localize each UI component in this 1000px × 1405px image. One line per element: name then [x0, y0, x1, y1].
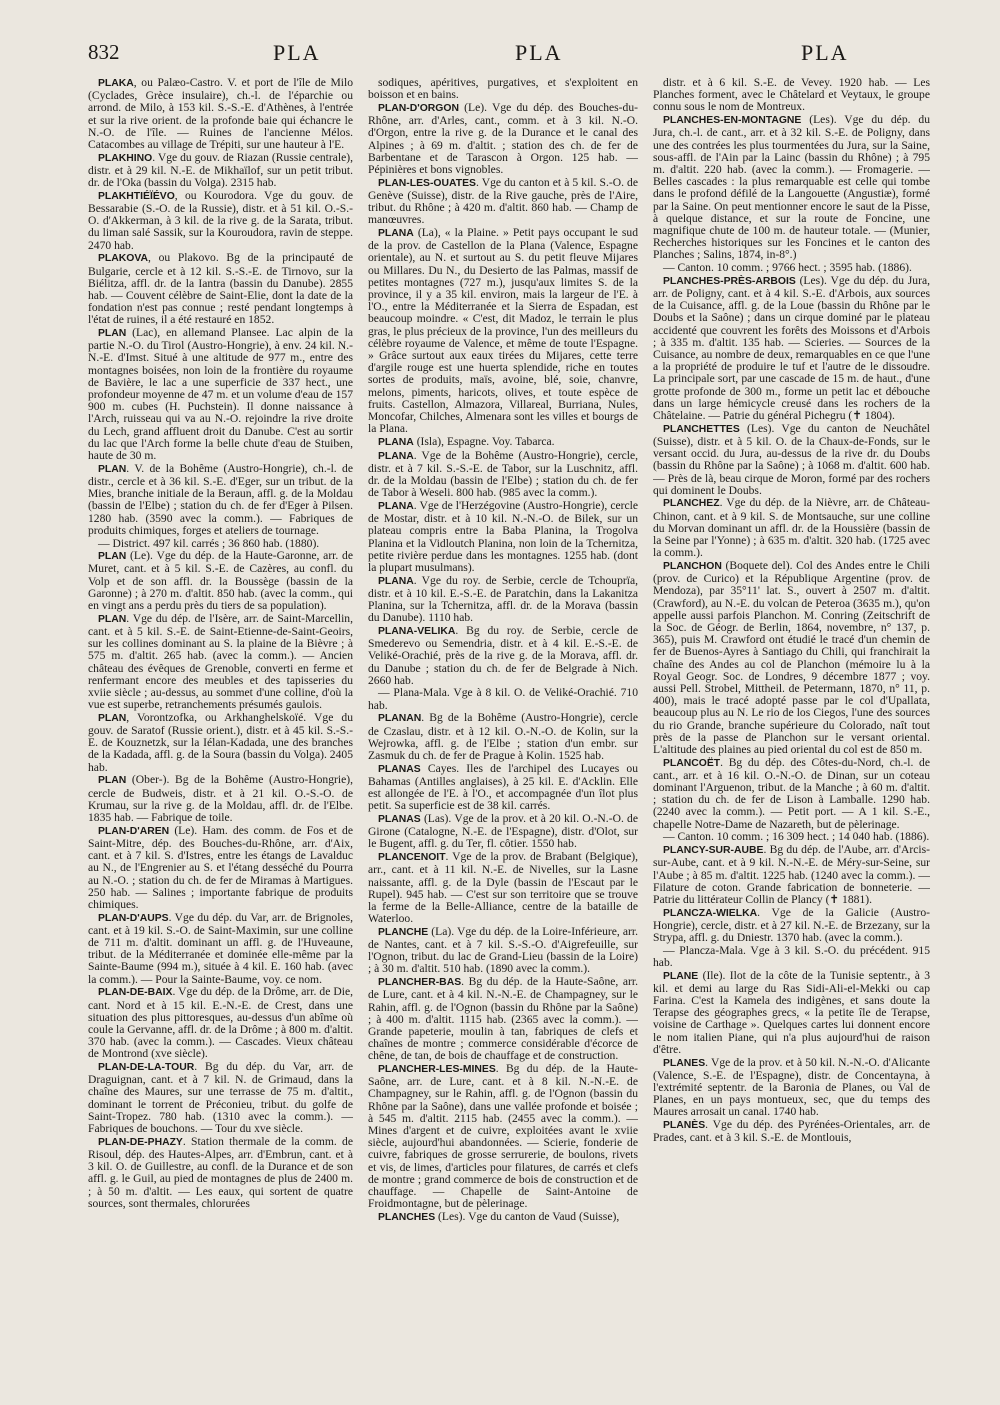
- dictionary-entry: [368, 625, 638, 687]
- column-3: [653, 77, 930, 1392]
- entry-text: (Las). Vge de la prov. et à 20 kil. O.-N.-O. de Girone (Catalogne, N.-E. de l'Espagne), distr. d'Olot, sur le Bugent, affl. g. du Ter, fl. côtier. 1550 hab.: [368, 811, 638, 851]
- dictionary-entry: [368, 102, 638, 176]
- dictionary-entry: [368, 1063, 638, 1210]
- dictionary-entry: [368, 450, 638, 500]
- entry-text: (La). Vge du dép. de la Loire-Inférieure, arr. de Nantes, cant. et à 7 kil. S.-S.-O. d'Aigrefeuille, sur l'Ognon, tribut. du lac de Grand-Lieu (bassin de la Loire) ; à 30 m. d'altit. 510 hab. (1890 avec la comm.).: [368, 924, 638, 976]
- entry-headword: PLAN: [98, 551, 127, 563]
- entry-text: . Bg du dép. de la Haute-Saône, arr. de Lure, cant. et à 8 kil. N.-N.-E. de Champagney, sur le Rahin, affl. g. de l'Ognon (bassin du Rhône par la Saône), dans une vallée profonde et boisée ; à 545 m. d'altit. 2115 hab. (2455 avec la comm.). — Mines d'argent et de cuivre, exploitées avant le xviie siècle, aujourd'hui abandonnées. — Scierie, fonderie de cuivre, fabriques de grosse serrurerie, de boulons, rivets et vis, de limes, d'articles pour filatures, de carrés et clefs de montre ; grand commerce de bois de construction et de chauffage. — Chapelle de Saint-Antoine de Froidmontagne, but de pèlerinage.: [368, 1062, 638, 1211]
- entry-text: (Lac), en allemand Plansee. Lac alpin de la partie N.-O. du Tirol (Austro-Hongrie), à env. 24 kil. N.-N.-E. d'Imst. Situé à une altitude de 977 m., entre des montagnes boisées, non loin de la frontière du royaume de Bavière, le lac a une superficie de 337 hect., une profondeur moyenne de 47 m. et un volume d'eau de 157 900 m. cubes (H. Puchstein). Il donne naissance à l'Arch, ruisseau qui va au N.-O. rejoindre la rive droite du Lech, grand affluent droit du Danube. C'est au sortir du lac que l'Arch forme la belle chute d'eau de Stuiben, haute de 30 m.: [88, 326, 353, 463]
- entry-headword: PLAKOVA: [98, 253, 149, 265]
- entry-headword: PLAN-D'AUPS: [98, 912, 169, 924]
- dictionary-entry: [88, 538, 353, 550]
- entry-text: — Plana-Mala. Vge à 8 kil. O. de Veliké-Orachié. 710 hab.: [368, 686, 638, 712]
- entry-text: . Vge de la Bohême (Austro-Hongrie), cercle, distr. et à 7 kil. S.-S.-E. de Tabor, sur la Luschnitz, affl. dr. de la Moldau (bassin de l'Elbe) ; station du ch. de fer de Tabor à Weseli. 800 hab. (985 avec la comm.).: [368, 448, 638, 500]
- dictionary-entry: [88, 77, 353, 151]
- entry-text: (Ile). Ilot de la côte de la Tunisie septentr., à 3 kil. et demi au large du Ras Sidi-Ali-el-Mekki ou cap Farina. C'est la Kamela des indigènes, et sans doute la Terapse des géographes grecs, « la petite île de Terapse, voisine de Carthage ». Quelques cartes lui donnent encore le nom italien Piane, qui n'a plus aujourd'hui de raison d'être.: [653, 968, 930, 1056]
- entry-headword: PLAN: [98, 775, 127, 787]
- entry-headword: PLANE: [663, 970, 699, 982]
- entry-text: . Vge du canton et à 5 kil. S.-O. de Genève (Suisse), distr. de la Rive gauche, près de l'Aire, tribut. du Rhône ; à 420 m. d'altit. 860 hab. — Champ de manœuvres.: [368, 175, 638, 227]
- entry-text: (Les). Vge du canton de Vaud (Suisse),: [435, 1209, 620, 1223]
- entry-headword: PLAN-DE-LA-TOUR: [98, 1062, 195, 1074]
- dictionary-entry: [88, 1061, 353, 1135]
- entry-text: . V. de la Bohême (Austro-Hongrie), ch.-l. de distr., cercle et à 36 kil. S.-E. d'Eger, sur un tribut. de la Mies, branche initiale de la Beraun, affl. g. de la Moldau (bassin de l'Elbe) ; station du ch. de fer d'Eger à Pilsen. 1280 hab. (3590 avec la comm.). — Fabriques de produits chimiques, forges et ateliers de tournage.: [88, 461, 353, 537]
- dictionary-entry: [88, 463, 353, 537]
- entry-headword: PLANCHES-EN-MONTAGNE: [663, 115, 802, 127]
- entry-text: . Vge de l'Herzégovine (Austro-Hongrie), cercle de Mostar, distr. et à 10 kil. N.-N.-O. de Bilek, sur un plateau compris entre la Baba Planina, la Trogolva Planina et la Vidloutch Planina, non loin de la Tchernitza, petite rivière perdue dans les montagnes. 1255 hab. (dont la plupart musulmans).: [368, 498, 638, 574]
- entry-text: , Vorontzofka, ou Arkhanghelskoïé. Vge du gouv. de Saratof (Russie orient.), distr. et à 45 kil. S.-S.-E. de Kouznetzk, sur la Iélan-Kadada, une des branches de la Kadada, affl. g. de la Soura (bassin du Volga). 2405 hab.: [88, 710, 353, 774]
- dictionary-entry: [88, 152, 353, 190]
- entry-text: . Bg du dép. de la Haute-Saône, arr. de Lure, cant. et à 4 kil. N.-N.-E. de Champagney, sur le Rahin, affl. g. de l'Ognon (bassin du Rhône par la Saône) ; à 400 m. d'altit. 1115 hab. (2365 avec la comm.). — Grande papeterie, moulin à tan, fabriques de clefs et chaînes de montre ; commerce considérable d'écorce de chêne, de tan, de bois de chauffage et de construction.: [368, 975, 638, 1063]
- entry-text: . Bg du dép. du Var, arr. de Draguignan, cant. et à 7 kil. N. de Grimaud, dans la chaîne des Maures, sur une terrasse de 75 m. d'altit., dominant le torrent de Préconieu, tribut. du golfe de Saint-Tropez. 780 hab. (1310 avec la comm.). — Fabriques de bouchons. — Tour du xve siècle.: [88, 1060, 353, 1136]
- entry-headword: PLAN: [98, 463, 127, 475]
- dictionary-entry: [368, 851, 638, 925]
- entry-headword: PLANAS: [378, 763, 421, 775]
- entry-headword: PLANAN: [378, 713, 422, 725]
- entry-text: (Les). Vge du dép. du Jura, arr. de Poligny, cant. et à 4 kil. S.-E. d'Arbois, aux sources de la Cuisance, affl. g. de la Loue (bassin du Rhône par le Doubs et la Saône) ; dans un cirque dominé par le plateau accidenté que couvrent les forêts des Moissons et d'Arbois ; à 335 m. d'altit. 135 hab. — Scieries. — Sources de la Cuisance, au nombre de deux, remarquables en ce que l'une a la propriété de produire le tuf et l'autre de le dissoudre. La principale sort, par une cascade de 15 m. de haut., d'une grotte profonde de 300 m., forme un petit lac et débouche dans un large hémicycle creusé dans les rochers de la Châtelaine. — Patrie du général Pichegru (✝ 1804).: [653, 273, 930, 422]
- dictionary-entry: [368, 575, 638, 625]
- entry-headword: PLANCHER-BAS: [378, 977, 462, 989]
- dictionary-entry: [653, 560, 930, 756]
- dictionary-entry: [653, 1119, 930, 1144]
- entry-text: . Vge du roy. de Serbie, cercle de Tchouprïa, distr. et à 10 kil. E.-S.-E. de Paratchin, dans la Lakanitza Planina, sur la Tchernitza, affl. dr. de la Morava (bassin du Danube). 1110 hab.: [368, 573, 638, 625]
- entry-headword: PLAN: [98, 712, 127, 724]
- dictionary-entry: [653, 497, 930, 559]
- entry-text: . Vge du dép. de la Nièvre, arr. de Château-Chinon, cant. et à 9 kil. S. de Montsauche, sur une colline du Morvan dominant un affl. dr. de la Houssière (bassin de la Seine par l'Yonne) ; à 635 m. d'altit. 320 hab. (1725 avec la comm.).: [653, 496, 930, 560]
- running-head-left: PLA: [273, 40, 321, 65]
- dictionary-entry: [368, 712, 638, 762]
- dictionary-entry: [368, 976, 638, 1062]
- entry-headword: PLAKHTIÉÏÉVO: [98, 190, 175, 202]
- entry-text: . Vge du dép. de l'Isère, arr. de Saint-Marcellin, cant. et à 5 kil. S.-E. de Saint-Etienne-de-Saint-Geoirs, sur les collines dominant au S. la plaine de la Bièvre ; à 575 m. d'altit. 265 hab. (avec la comm.). — Ancien château des évêques de Grenoble, converti en ferme et renfermant encore des meubles et des tapisseries du xviie siècle ; au-dessus, au sommet d'une colline, d'où la vue est superbe, retranchements présumés gaulois.: [88, 611, 353, 712]
- dictionary-entry: [653, 275, 930, 422]
- dictionary-entry: [368, 436, 638, 449]
- entry-headword: PLANCENOIT: [378, 852, 446, 864]
- entry-headword: PLANA: [378, 500, 414, 512]
- entry-text: . Bg du dép. de l'Aube, arr. d'Arcis-sur-Aube, cant. et à 9 kil. N.-N.-E. de Méry-sur-Seine, sur l'Aube ; à 85 m. d'altit. 1225 hab. (1240 avec la comm.). — Filature de coton. Grande fabrication de bonneterie. — Patrie du littérateur Collin de Plancy (✝ 1881).: [653, 843, 930, 906]
- entry-headword: PLANAS: [378, 813, 421, 825]
- dictionary-entry: [368, 763, 638, 813]
- entry-text: . Bg de la Bohême (Austro-Hongrie), cercle de Czaslau, distr. et à 12 kil. O.-N.-O. de Kolin, sur la Wejrowka, affl. g. de l'Elbe ; station d'un embr. sur Zasmuk du ch. de fer de Prague à Kolin. 1525 hab.: [368, 711, 638, 762]
- entry-text: (Le). Ham. des comm. de Fos et de Saint-Mitre, dép. des Bouches-du-Rhône, arr. d'Aix, cant. et à 7 kil. S. d'Istres, entre les étangs de Lavalduc au N., de l'Engrenier au S. et l'étang desséché du Pourra au N.-O. ; station du ch. de fer de Miramas à Martigues. 250 hab. — Salines ; importante fabrique de produits chimiques.: [88, 823, 353, 911]
- entry-text: (La), « la Plaine. » Petit pays occupant le sud de la prov. de Castellon de la Plana (Valence, Espagne orientale), au N. et surtout au S. du petit fleuve Mijares ou Millares. Du N., du Desierto de las Palmas, massif de petites montagnes (727 m.), jusqu'aux limites S. de la province, il y a 35 kil. environ, mais la largeur de l'E. à l'O., entre la Méditerranée et la Sierra de Espadan, est beaucoup moindre. « C'est, dit Madoz, le terrain le plus gras, le plus précieux de la province, l'un des meilleurs du célèbre royaume de Valence, et même de toute l'Espagne. » Grâce surtout aux eaux tirées du Mijares, cette terre d'argile rouge est une huerta splendide, riche en toutes sortes de produits, maïs, avoine, blé, soie, chanvre, melons, piments, haricots, olives, et toute espèce de fruits. Castellon, Almazora, Villareal, Burriana, Nules, Moncofar, Chilches, Almenara sont les villes et bourgs de la Plana.: [368, 225, 638, 436]
- entry-headword: PLANA: [378, 436, 414, 448]
- entry-text: (Le). Vge du dép. de la Haute-Garonne, arr. de Muret, cant. et à 5 kil. S.-E. de Cazères, au confl. du Volp et de son affl. dr. la Boussège (bassin de la Garonne) ; à 270 m. d'altit. 850 hab. (avec la comm., qui en vingt ans a perdu près du tiers de sa population).: [88, 549, 353, 613]
- entry-text: . Station thermale de la comm. de Risoul, dép. des Hautes-Alpes, arr. d'Embrun, cant. et à 3 kil. O. de Guillestre, au confl. de la Durance et de son affl. g. le Guil, au pied de montagnes de plus de 2400 m. ; à 50 m. d'altit. — Les eaux, qui sortent de quatre sources, sont thermales, chlorurées: [88, 1134, 353, 1210]
- entry-text: distr. et à 6 kil. S.-E. de Vevey. 1920 hab. — Les Planches forment, avec le Châtelard et Veytaux, le groupe connu sous le nom de Montreux.: [653, 77, 930, 114]
- dictionary-entry: [368, 77, 638, 101]
- dictionary-entry: [88, 550, 353, 612]
- page-header: [88, 40, 930, 70]
- entry-headword: PLAN-DE-BAIX: [98, 987, 173, 999]
- dictionary-entry: [88, 613, 353, 712]
- entry-text: — District. 497 kil. carrés ; 36 860 hab. (1880).: [98, 536, 320, 550]
- entry-headword: PLANCZA-WIELKA: [663, 907, 758, 919]
- entry-text: — Canton. 10 comm. ; 9766 hect. ; 3595 hab. (1886).: [663, 261, 912, 275]
- entry-text: sodiques, apéritives, purgatives, et s'exploitent en boisson et en bains.: [368, 77, 638, 102]
- entry-headword: PLAN-D'AREN: [98, 825, 170, 837]
- dictionary-entry: [88, 190, 353, 252]
- entry-headword: PLANCHES: [378, 1211, 436, 1223]
- entry-headword: PLANA: [378, 575, 414, 587]
- dictionary-entry: [653, 970, 930, 1056]
- entry-headword: PLANCY-SUR-AUBE: [663, 845, 764, 857]
- dictionary-entry: [653, 831, 930, 843]
- entry-text: (Le). Vge du dép. des Bouches-du-Rhône, arr. d'Arles, cant., comm. et à 3 kil. N.-O. d'Orgon, entre la rive g. de la Durance et le canal des Alpines ; à 69 m. d'altit. ; station des ch. de fer de Barbentane et de Tarascon à Orgon. 125 hab. — Pépinières et bons vignobles.: [368, 100, 638, 176]
- entry-headword: PLANA-VELIKA: [378, 625, 456, 637]
- dictionary-entry: [88, 774, 353, 824]
- dictionary-entry: [653, 1057, 930, 1119]
- entry-text: (Boquete del). Col des Andes entre le Chili (prov. de Curico) et la République Argentine (prov. de Mendoza), par 35°11' lat. S., ouvert à 2507 m. d'altit. (Crawford), au N.-E. du volcan de Peteroa (3635 m.), qu'on appelle aussi parfois Planchon. M. Conring (Zeitschrift de la Soc. de Géogr. de Berlin, 1864, novembre, n° 137, p. 365), puis M. Crawford ont étudié le tracé d'un chemin de fer de Buenos-Ayres à Santiago du Chili, qui franchirait la chaîne des Andes au col de Planchon (mémoire lu à la Royal Geogr. Soc. de Londres, 9 décembre 1877 ; voy. aussi Pell. Strobel, Mittheil. de Petermann, 1870, n° 11, p. 400), mais le tracé adopté passe par le col d'Upallata, beaucoup plus au N. Le rio de los Ciegos, l'une des sources du rio Grande, branche supérieure du Colorado, naît tout près de la passe de Planchon sur le versant oriental. L'altitude des plaines au pied oriental du col est de 850 m.: [653, 558, 930, 756]
- dictionary-entry: [368, 687, 638, 711]
- dictionary-entry: [653, 844, 930, 906]
- dictionary-entry: [88, 912, 353, 986]
- entry-headword: PLANES: [663, 1057, 706, 1069]
- dictionary-entry: [653, 423, 930, 497]
- entry-text: , ou Plakovo. Bg de la principauté de Bulgarie, cercle et à 12 kil. S.-S.-E. de Tirnovo, sur la Biélitza, affl. dr. de la Iantra (bassin du Danube). 2855 hab. — Couvent célèbre de Saint-Elie, dont la date de la fondation n'est pas connue ; resté pendant longtemps à l'état de ruines, il a été restauré en 1852.: [88, 251, 353, 327]
- dictionary-entry: [368, 813, 638, 851]
- dictionary-entry: [653, 262, 930, 274]
- dictionary-entry: [653, 945, 930, 969]
- entry-text: , ou Kourodora. Vge du gouv. de Bessarabie (S.-O. de la Russie), distr. et à 51 kil. O.-S.-O. d'Akkerman, à 3 kil. de la rive g. de la Sarata, tribut. du liman salé Sassik, sur la Kouroudora, ravin de steppe. 2470 hab.: [88, 188, 353, 252]
- entry-text: — Plancza-Mala. Vge à 3 kil. S.-O. du précédent. 915 hab.: [653, 943, 930, 969]
- dictionary-entry: [88, 825, 353, 911]
- entry-headword: PLANCHEZ: [663, 498, 720, 510]
- dictionary-entry: [653, 907, 930, 945]
- entry-headword: PLANCHE: [378, 926, 429, 938]
- entry-text: , ou Palæo-Castro. V. et port de l'île de Milo (Cyclades, Grèce insulaire), ch.-l. de l'éparchie ou arrond. de Milo, à 153 kil. S.-S.-E. d'Athènes, à l'entrée et sur la rive orient. de la profonde baie qui échancre le N.-O. de l'île. — Ruines de l'ancienne Mélos. Catacombes au village de Trépiti, sur une hauteur à l'E.: [88, 77, 353, 152]
- entry-headword: PLAKA: [98, 78, 134, 89]
- dictionary-entry: [368, 177, 638, 227]
- entry-text: . Vge de la prov. et à 50 kil. N.-N.-O. d'Alicante (Valence, S.-E. de l'Espagne), distr. de Concentayna, à l'extrémité septentr. de la Baronia de Planes, ou Val de Planes, en un pays montueux, sec, que du temps des Maures arrosait un canal. 1740 hab.: [653, 1055, 930, 1119]
- entry-text: . Vge de la prov. de Brabant (Belgique), arr., cant. et à 11 kil. N.-E. de Nivelles, sur la Lasne naissante, affl. g. de la Dyle (bassin de l'Escaut par le Rupel). 945 hab. — C'est sur son territoire que se trouve la ferme de la Belle-Alliance, centre de la bataille de Waterloo.: [368, 850, 638, 926]
- dictionary-entry: [88, 252, 353, 326]
- entry-text: . Bg du dép. des Côtes-du-Nord, ch.-l. de cant., arr. et à 16 kil. O.-N.-O. de Dinan, sur un coteau dominant l'Arguenon, tribut. de la Manche ; à 60 m. d'altit. ; station du ch. de fer de Lison à Lamballe. 1290 hab. (2240 avec la comm.). — Petit port. — A 1 kil. S.-E., chapelle Notre-Dame de Nazareth, but de pèlerinage.: [653, 755, 930, 831]
- entry-headword: PLAKHINO: [98, 152, 153, 164]
- entry-headword: PLAN: [98, 328, 127, 340]
- entry-text: (Isla), Espagne. Voy. Tabarca.: [413, 434, 555, 448]
- dictionary-entry: [368, 500, 638, 574]
- entry-headword: PLANCHER-LES-MINES: [378, 1064, 496, 1076]
- entry-headword: PLANCOËT: [663, 757, 721, 769]
- entry-headword: PLAN-DE-PHAZY: [98, 1136, 183, 1148]
- dictionary-entry: [368, 1211, 638, 1224]
- entry-text: . Vge du dép. de la Drôme, arr. de Die, cant. Nord et à 15 kil. E.-N.-E. de Crest, dans une situation des plus pittoresques, au-dessus d'un abîme où coule la Gervanne, affl. dr. de la Drôme ; à 800 m. d'altit. 370 hab. (avec la comm.). — Cascades. Vieux château de Montrond (xve siècle).: [88, 985, 353, 1061]
- entry-headword: PLANA: [378, 227, 414, 239]
- entry-headword: PLANCHON: [663, 560, 722, 572]
- entry-text: (Ober-). Bg de la Bohême (Austro-Hongrie), cercle de Budweis, distr. et à 21 kil. O.-S.-O. de Krumau, sur la rive g. de la Moldau, affl. dr. de l'Elbe. 1835 hab. — Fabrique de toile.: [88, 773, 353, 824]
- dictionary-entry: [653, 114, 930, 261]
- column-1: [88, 77, 353, 1392]
- entry-headword: PLAN: [98, 613, 127, 625]
- entry-text: . Vge du gouv. de Riazan (Russie centrale), distr. et à 29 kil. N.-E. de Mikhaïlof, sur un petit tribut. dr. de l'Oka (bassin du Volga). 2315 hab.: [88, 150, 353, 190]
- entry-headword: PLAN-D'ORGON: [378, 102, 459, 114]
- entry-text: (Les). Vge du dép. du Jura, ch.-l. de cant., arr. et à 32 kil. S.-E. de Poligny, dans une des contrées les plus tourmentées du Jura, sur la Saine, sous-affl. de l'Ain par la Lainc (bassin du Rhône) ; à 795 m. d'altit. 220 hab. (avec la comm.). — Fromagerie. — Belles cascades : la plus remarquable est celle qui tombe dans le profond défilé de la Langouette (Angustiæ), formé par la Saine. On peut mentionner encore le saut de la Pisse, à quelque distance, et sur la route de Foncine, une magnifique chute de 100 m. de hauteur totale. — (Munier, Recherches historiques sur les Foncines et le canton des Planches ; Salins, 1874, in-8°.): [653, 113, 930, 262]
- entry-text: — Canton. 10 comm. ; 16 309 hect. ; 14 040 hab. (1886).: [663, 830, 930, 844]
- entry-headword: PLANA: [378, 450, 414, 462]
- dictionary-entry: [88, 327, 353, 462]
- page-number: 832: [88, 40, 120, 64]
- dictionary-entry: [368, 227, 638, 435]
- running-head-right: PLA: [801, 40, 849, 65]
- column-2: [368, 77, 638, 1392]
- entry-text: Cayes. Iles de l'archipel des Lucayes ou Bahamas (Antilles anglaises), à 25 kil. E. d'Acklin. Elle est allongée de l'E. à l'O., et accompagnée d'un îlot plus petit. Sa superficie est de 38 kil. carrés.: [368, 761, 638, 813]
- dictionary-entry: [653, 77, 930, 114]
- dictionary-entry: [88, 712, 353, 774]
- entry-headword: PLANÈS: [663, 1120, 706, 1132]
- entry-text: (Les). Vge du canton de Neuchâtel (Suisse), distr. et à 5 kil. O. de la Chaux-de-Fonds, sur le versant occid. du Jura, au-dessus de la rive dr. du Doubs (bassin du Rhône par la Saône) ; à 1068 m. d'altit. 600 hab. — Près de là, beau cirque de Moron, formé par des rochers qui dominent le Doubs.: [653, 421, 930, 497]
- entry-headword: PLAN-LES-OUATES: [378, 177, 476, 189]
- entry-text: . Bg du roy. de Serbie, cercle de Smederevo ou Semendria, distr. et à 4 kil. E.-S.-E. de Veliké-Orachié, près de la rive g. de la Morava, affl. dr. du Danube ; station du ch. de fer de Belgrade à Nich. 2660 hab.: [368, 623, 638, 687]
- dictionary-entry: [368, 926, 638, 976]
- dictionary-entry: [88, 1136, 353, 1210]
- entry-text: . Vge du dép. des Pyrénées-Orientales, arr. de Prades, cant. et à 3 kil. S.-E. de Montlouis,: [653, 1118, 930, 1145]
- entry-text: . Vge de la Galicie (Austro-Hongrie), cercle, distr. et à 27 kil. N.-E. de Brzezany, sur la Strypa, affl. g. du Dniestr. 1370 hab. (avec la comm.).: [653, 905, 930, 945]
- entry-headword: PLANCHES-PRÈS-ARBOIS: [663, 275, 796, 287]
- running-head-center: PLA: [515, 40, 563, 65]
- dictionary-entry: [88, 986, 353, 1060]
- dictionary-entry: [653, 757, 930, 831]
- entry-headword: PLANCHETTES: [663, 423, 740, 435]
- entry-text: . Vge du dép. du Var, arr. de Brignoles, cant. et à 19 kil. S.-O. de Saint-Maximin, sur une colline de 711 m. d'altit. dominant un affl. g. de l'Huveaune, tribut. de la Méditerranée et dominée elle-même par la Sainte-Baume (994 m.), située à 4 kil. E. 160 hab. (avec la comm.). — Pour la Sainte-Baume, voy. ce nom.: [88, 910, 353, 986]
